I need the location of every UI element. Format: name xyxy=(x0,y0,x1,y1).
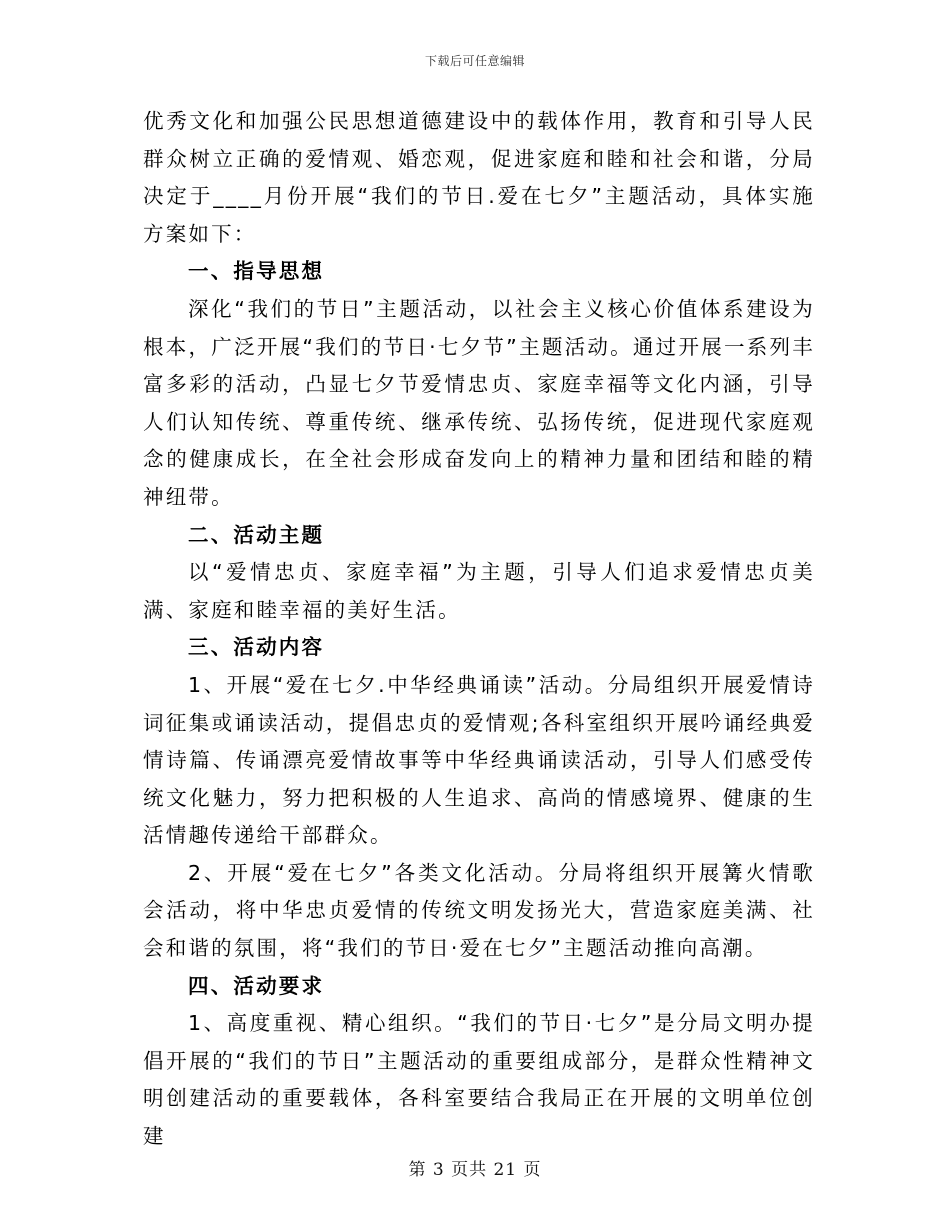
document-body xyxy=(143,103,815,1156)
section-heading-activity-content: 三、活动内容 xyxy=(188,635,325,660)
paragraph-activity-content-1: 1、开展“爱在七夕.中华经典诵读”活动。分局组织开展爱情诗词征集或诵读活动，提倡忠贞的爱情观;各科室组织开展吟诵经典爱情诗篇、传诵漂亮爱情故事等中华经典诵读活动，引导人们感受传统文化魅力，努力把积极的人生追求、高尚的情感境界、健康的生活情趣传递给干部群众。 xyxy=(143,672,815,848)
paragraph-intro: 优秀文化和加强公民思想道德建设中的载体作用，教育和引导人民群众树立正确的爱情观、婚恋观，促进家庭和睦和社会和谐，分局决定于____月份开展“我们的节日.爱在七夕”主题活动，具体实施方案如下： xyxy=(143,109,815,246)
paragraph-guiding-thought: 深化“我们的节日”主题活动，以社会主义核心价值体系建设为根本，广泛开展“我们的节日·七夕节”主题活动。通过开展一系列丰富多彩的活动，凸显七夕节爱情忠贞、家庭幸福等文化内涵，引导人们认知传统、尊重传统、继承传统、弘扬传统，促进现代家庭观念的健康成长，在全社会形成奋发向上的精神力量和团结和睦的精神纽带。 xyxy=(143,296,815,509)
section-heading-guiding-thought: 一、指导思想 xyxy=(188,259,325,284)
paragraph-activity-requirements-1: 1、高度重视、精心组织。“我们的节日·七夕”是分局文明办提倡开展的“我们的节日”主题活动的重要组成部分，是群众性精神文明创建活动的重要载体，各科室要结合我局正在开展的文明单位创建 xyxy=(143,1011,815,1149)
page-header: 下载后可任意编辑 xyxy=(424,54,525,68)
paragraph-activity-theme: 以“爱情忠贞、家庭幸福”为主题，引导人们追求爱情忠贞美满、家庭和睦幸福的美好生活。 xyxy=(143,560,815,622)
section-heading-activity-requirements: 四、活动要求 xyxy=(188,973,325,998)
page-footer: 第 3 页共 21 页 xyxy=(408,1160,542,1180)
paragraph-activity-content-2: 2、开展“爱在七夕”各类文化活动。分局将组织开展篝火情歌会活动，将中华忠贞爱情的传统文明发扬光大，营造家庭美满、社会和谐的氛围，将“我们的节日·爱在七夕”主题活动推向高潮。 xyxy=(143,860,815,961)
section-heading-activity-theme: 二、活动主题 xyxy=(188,522,325,547)
